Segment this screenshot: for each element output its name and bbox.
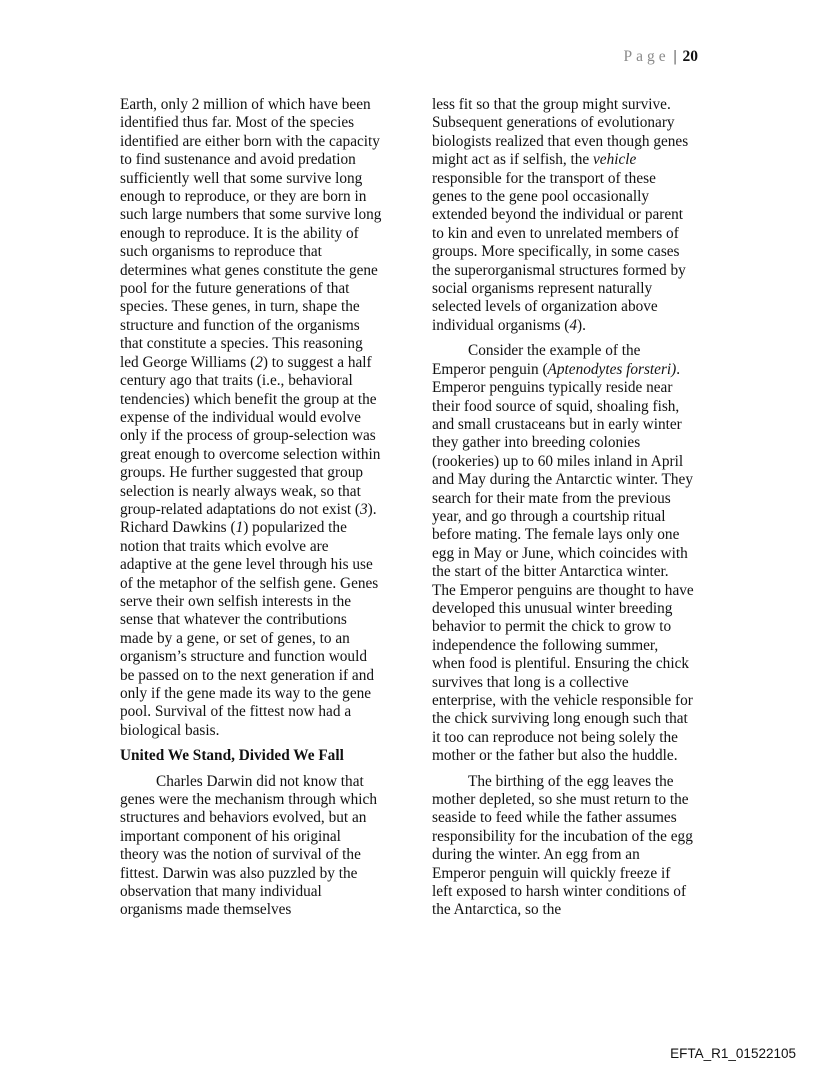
page-label: Page (623, 48, 670, 65)
paragraph: The birthing of the egg leaves the mother depleted, so she must return to the seaside to feed while the father assumes responsibility for the incubation of the egg during the winter. An egg from an Emperor penguin will quickly freeze if left exposed to harsh winter conditions of the Antarctica, so the (432, 772, 693, 919)
paragraph: less fit so that the group might survive. Subsequent generations of evolutionary biologists realized that even though genes might act as if selfish, the vehicle responsible for the transport of these genes to the gene pool occasionally extended beyond the individual or parent to kin and even to unrelated members of groups. More specifically, in some cases the superorganismal structures formed by social organisms represent naturally selected levels of organization above individual organisms (4). (432, 96, 689, 334)
document-id: EFTA_R1_01522105 (670, 1046, 796, 1061)
emphasis: vehicle (593, 151, 637, 169)
page-number: 20 (682, 48, 698, 65)
left-column (120, 96, 382, 927)
page-separator: | (673, 48, 677, 65)
page-header (624, 48, 699, 66)
paragraph: Consider the example of the Emperor penguin (Aptenodytes forsteri). Emperor penguins typically reside near their food source of squid, shoaling fish, and small crustaceans but in early winter they gather into breeding colonies (rookeries) up to 60 miles inland in April and May during the Antarctic winter. They search for their mate from the previous year, and go through a courtship ritual before mating. The female lays only one egg in May or June, which coincides with the start of the bitter Antarctica winter. The Emperor penguins are thought to have developed this unusual winter breeding behavior to permit the chick to grow to independence the following summer, when food is plentiful. Ensuring the chick survives that long is a collective enterprise, with the vehicle responsible for the chick surviving long enough such that it too can reproduce not being solely the mother or the father but also the huddle. (432, 342, 694, 765)
citation: 1 (235, 519, 244, 537)
species-name: Aptenodytes forsteri) (547, 360, 677, 378)
citation: 3 (360, 500, 368, 518)
paragraph: Earth, only 2 million of which have been identified thus far. Most of the species identified are either born with the capacity to find sustenance and avoid predation sufficiently well that some survive long enough to reproduce, or they are born in such large numbers that some survive long enough to reproduce. It is the ability of such organisms to reproduce that determines what genes constitute the gene pool for the future generations of that species. These genes, in turn, shape the structure and function of the organisms that constitute a species. This reasoning led George Williams (2) to suggest a half century ago that traits (i.e., behavioral tendencies) which benefit the group at the expense of the individual would evolve only if the process of group-selection was great enough to overcome selection within groups. He further suggested that group selection is nearly always weak, so that group-related adaptations do not exist (3). Richard Dawkins (1) popularized the notion that traits which evolve are adaptive at the gene level through his use of the metaphor of the selfish gene. Genes serve their own selfish interests in the sense that whatever the contributions made by a gene, or set of genes, to an organism’s structure and function would be passed on to the next generation if and only if the gene made its way to the gene pool. Survival of the fittest now had a biological basis. (120, 96, 382, 739)
right-column (432, 96, 694, 927)
citation: 2 (255, 353, 263, 371)
paragraph: Charles Darwin did not know that genes were the mechanism through which structures and behaviors evolved, but an important component of his original theory was the notion of survival of the fittest. Darwin was also puzzled by the observation that many individual organisms made themselves (120, 772, 377, 919)
citation: 4 (569, 316, 578, 334)
section-heading: United We Stand, Divided We Fall (120, 747, 344, 765)
